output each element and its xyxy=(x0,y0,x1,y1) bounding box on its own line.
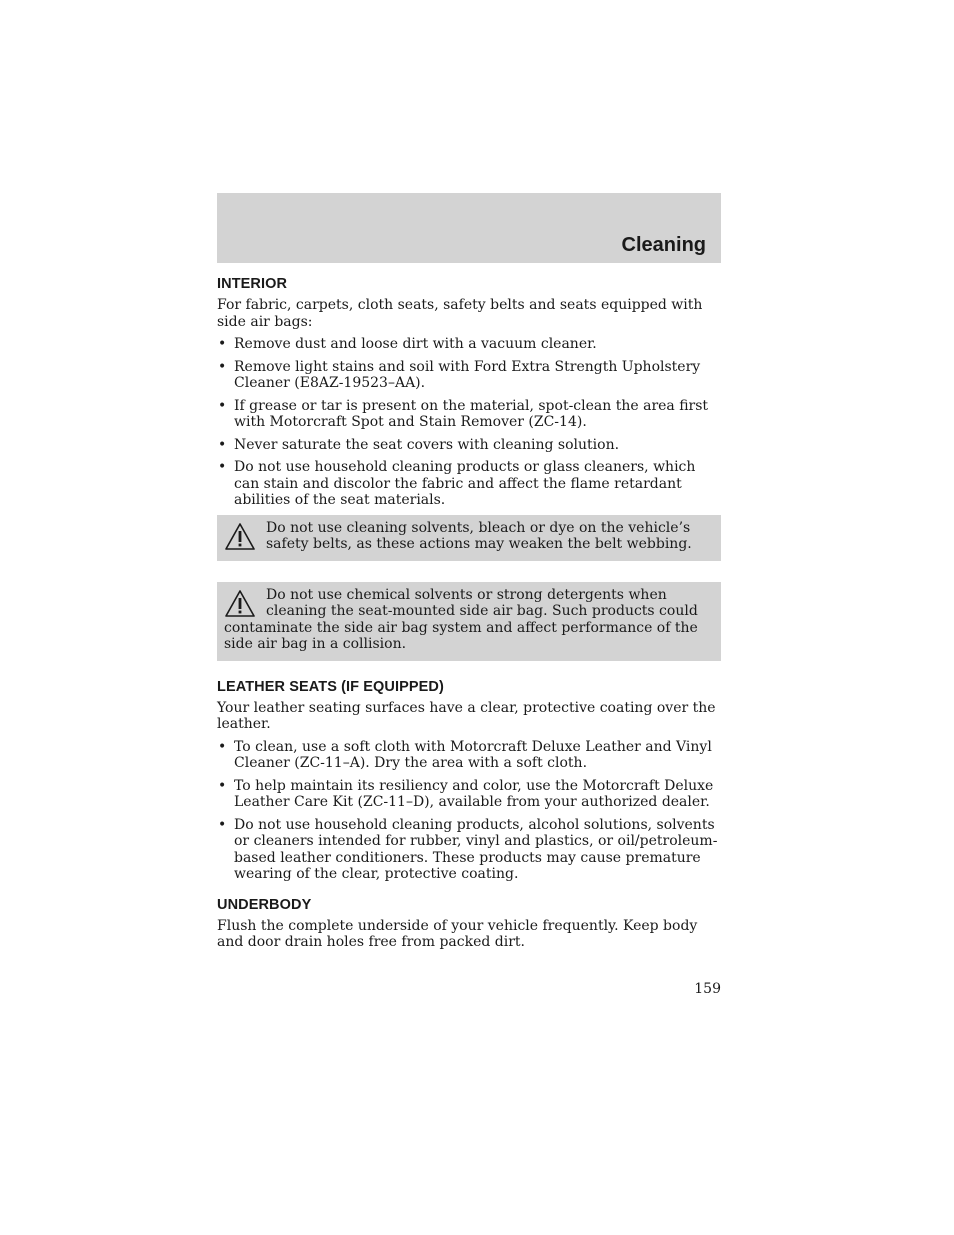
side-airbag-warning-box xyxy=(217,582,721,661)
list-item: • Remove dust and loose dirt with a vacuum cleaner. xyxy=(218,336,597,352)
list-item: • Do not use household cleaning products, alcohol solutions, solvents or cleaners intended for rubber, vinyl and plastics, or oil/petroleum-based leather conditioners. These products may cause premature wearing of the clear, protective coating. xyxy=(218,816,718,882)
underbody-heading: UNDERBODY xyxy=(217,896,312,913)
warning-triangle-icon xyxy=(224,522,256,552)
bullet-icon: • xyxy=(218,358,227,375)
list-item: • To help maintain its resiliency and color, use the Motorcraft Deluxe Leather Care Kit (ZC-11–D), available from your authorized dealer. xyxy=(218,777,714,810)
interior-intro: For fabric, carpets, cloth seats, safety belts and seats equipped with side air bags: xyxy=(217,297,703,330)
list-item: • Remove light stains and soil with Ford Extra Strength Upholstery Cleaner (E8AZ-19523–AA). xyxy=(218,358,701,391)
list-item: • To clean, use a soft cloth with Motorcraft Deluxe Leather and Vinyl Cleaner (ZC-11–A). Dry the area with a soft cloth. xyxy=(218,738,712,771)
warning-text: Do not use chemical solvents or strong detergents when cleaning the seat-mounted side air bag. Such products could contaminate the side air bag system and affect performance of the side air bag in a collision. xyxy=(224,586,698,652)
list-item: • Never saturate the seat covers with cleaning solution. xyxy=(218,436,620,453)
bullet-icon: • xyxy=(218,459,227,475)
bullet-icon: • xyxy=(218,816,227,833)
warning-triangle-icon xyxy=(224,589,256,619)
page-content xyxy=(217,276,721,957)
list-item: • Do not use household cleaning products or glass cleaners, which can stain and discolor the fabric and affect the flame retardant abilities of the seat materials. xyxy=(218,459,696,508)
bullet-icon: • xyxy=(218,777,227,794)
leather-intro: Your leather seating surfaces have a clear, protective coating over the leather. xyxy=(217,699,716,732)
interior-heading: INTERIOR xyxy=(217,276,288,292)
list-item: • If grease or tar is present on the material, spot-clean the area first with Motorcraft Spot and Stain Remover (ZC-14). xyxy=(218,397,709,430)
bullet-icon: • xyxy=(218,738,227,755)
section-header-band xyxy=(217,193,721,263)
interior-bullet-list xyxy=(217,336,721,509)
section-title: Cleaning xyxy=(621,234,706,256)
warning-text: Do not use cleaning solvents, bleach or dye on the vehicle’s safety belts, as these actions may weaken the belt webbing. xyxy=(266,519,692,552)
bullet-icon: • xyxy=(218,397,227,414)
leather-bullet-list xyxy=(217,739,721,883)
safety-belt-warning-box xyxy=(217,515,721,561)
page-number: 159 xyxy=(694,981,721,997)
underbody-text: Flush the complete underside of your vehicle frequently. Keep body and door drain holes free from packed dirt. xyxy=(217,917,698,950)
bullet-icon: • xyxy=(218,336,227,352)
bullet-icon: • xyxy=(218,436,227,453)
leather-heading: LEATHER SEATS (IF EQUIPPED) xyxy=(217,678,444,695)
